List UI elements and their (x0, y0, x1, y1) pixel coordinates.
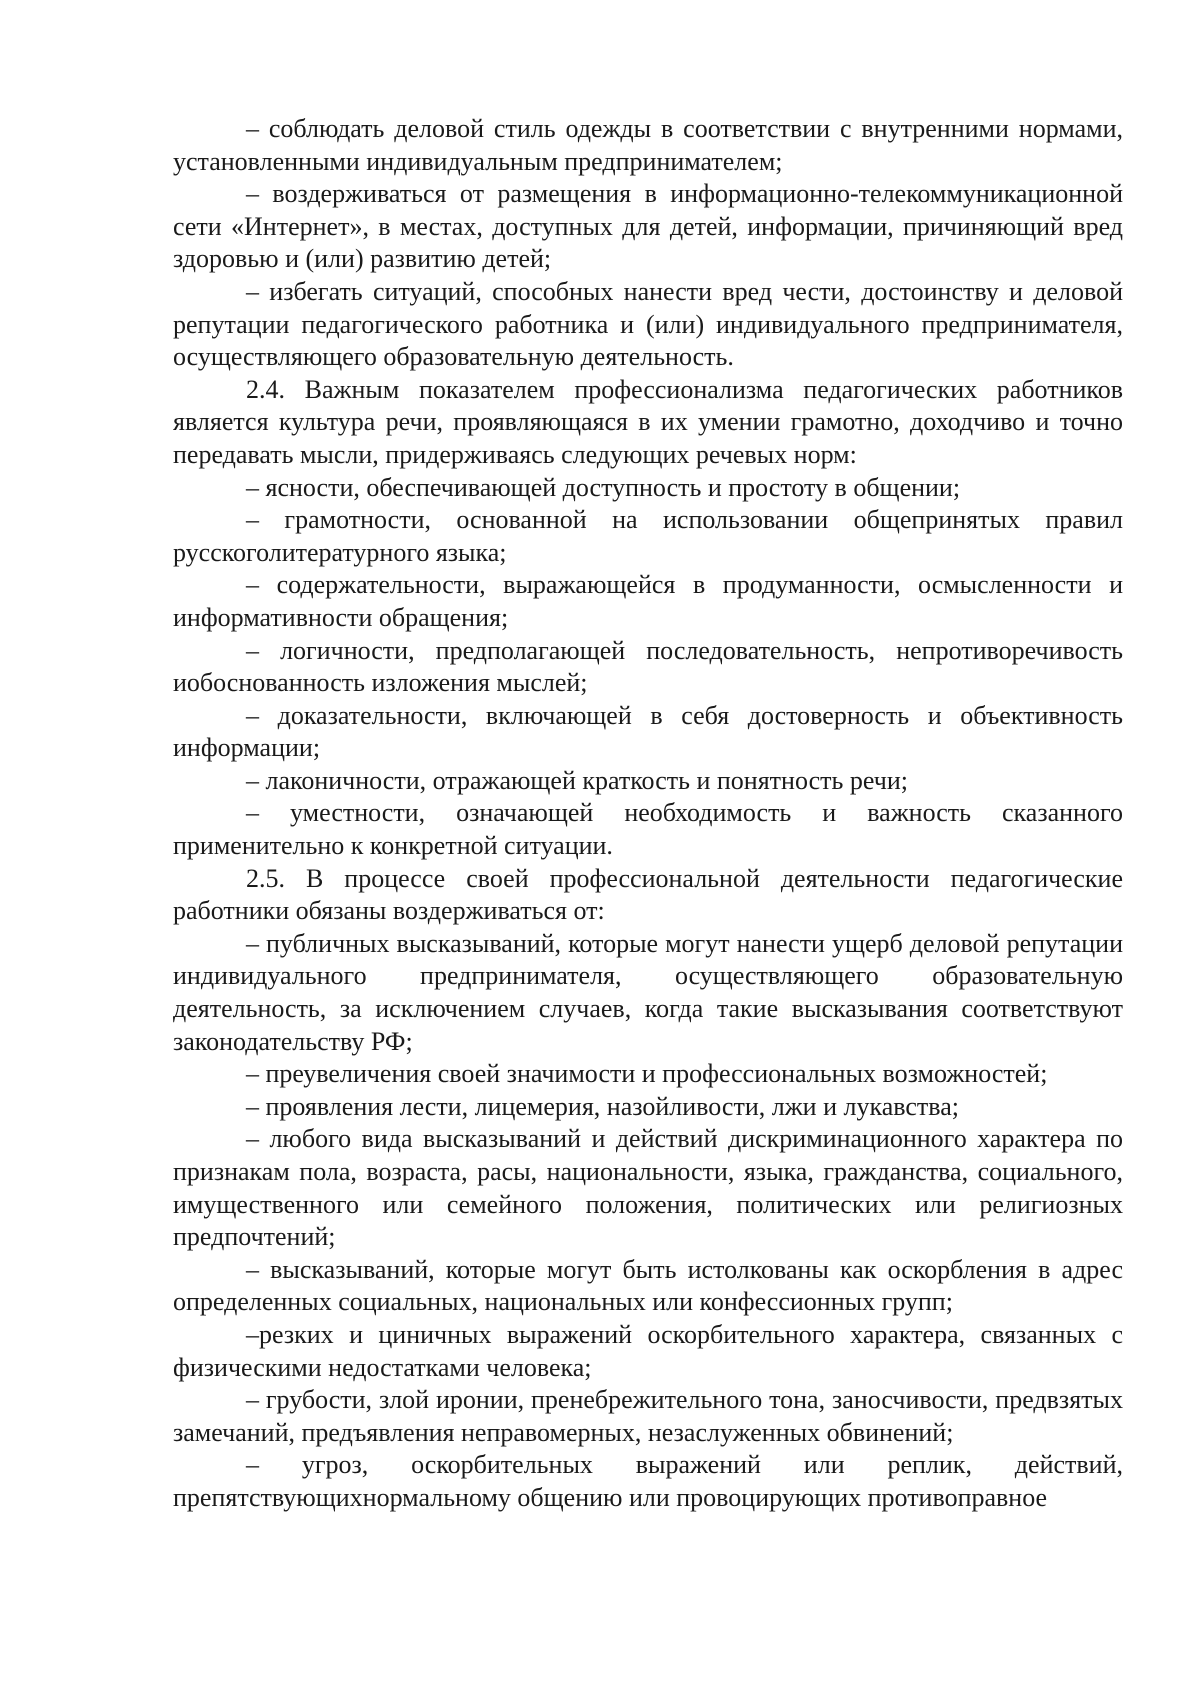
paragraph-logic: – логичности, предполагающей последовательность, непротиворечивость иобоснованность изложения мыслей; (173, 635, 1123, 698)
paragraph-exaggeration: – преувеличения своей значимости и профессиональных возможностей; (246, 1059, 1048, 1089)
paragraph-brevity: – лаконичности, отражающей краткость и понятность речи; (246, 765, 908, 795)
paragraph-cynical-expressions: –резких и циничных выражений оскорбительного характера, связанных с физическими недостатками человека; (173, 1319, 1123, 1382)
paragraph-dress-code: – соблюдать деловой стиль одежды в соответствии с внутренними нормами, установленными индивидуальным предпринимателем; (173, 114, 1123, 176)
paragraph-reputation: – избегать ситуаций, способных нанести вред чести, достоинству и деловой репутации педагогического работника и (или) индивидуального предпринимателя, осуществляющего образовательную деятельность. (173, 276, 1123, 372)
paragraph-evidence: – доказательности, включающей в себя достоверность и объективность информации; (173, 700, 1123, 763)
paragraph-internet-restriction: – воздерживаться от размещения в информационно-телекоммуникационной сети «Интернет», в местах, доступных для детей, информации, причиняющий вред здоровью и (или) развитию детей; (173, 179, 1123, 274)
paragraph-clarity: – ясности, обеспечивающей доступность и простоту в общении; (246, 472, 961, 502)
paragraph-threats: – угроз, оскорбительных выражений или реплик, действий, препятствующихнормальному общению или провоцирующих противоправное (173, 1450, 1123, 1512)
paragraph-discrimination: – любого вида высказываний и действий дискриминационного характера по признакам пола, возраста, расы, национальности, языка, гражданства, социального, имущественного или семейного положения, политических или религиозных предпочтений; (173, 1124, 1123, 1252)
paragraph-flattery: – проявления лести, лицемерия, назойливости, лжи и лукавства; (246, 1091, 959, 1121)
paragraph-public-statements: – публичных высказываний, которые могут нанести ущерб деловой репутации индивидуального предпринимателя, осуществляющего образовательную деятельность, за исключением случаев, когда такие высказывания соответствуют законодательству РФ; (173, 928, 1123, 1056)
paragraph-relevance: – уместности, означающей необходимость и важность сказанного применительно к конкретной ситуации. (173, 798, 1123, 861)
document-body (173, 113, 1123, 1515)
paragraph-section-2-4: 2.4. Важным показателем профессионализма педагогических работников является культура речи, проявляющаяся в их умении грамотно, доходчиво и точно передавать мысли, придерживаясь следующих речевых норм: (173, 374, 1123, 469)
paragraph-content: – содержательности, выражающейся в продуманности, осмысленности и информативности обращения; (173, 570, 1123, 632)
paragraph-insults-groups: – высказываний, которые могут быть истолкованы как оскорбления в адрес определенных социальных, национальных или конфессионных групп; (173, 1254, 1123, 1317)
paragraph-rudeness: – грубости, злой иронии, пренебрежительного тона, заносчивости, предвзятых замечаний, предъявления неправомерных, незаслуженных обвинений; (173, 1385, 1123, 1447)
paragraph-literacy: – грамотности, основанной на использовании общепринятых правил русскоголитературного языка; (173, 505, 1123, 567)
paragraph-section-2-5: 2.5. В процессе своей профессиональной деятельности педагогические работники обязаны воздерживаться от: (173, 863, 1123, 926)
